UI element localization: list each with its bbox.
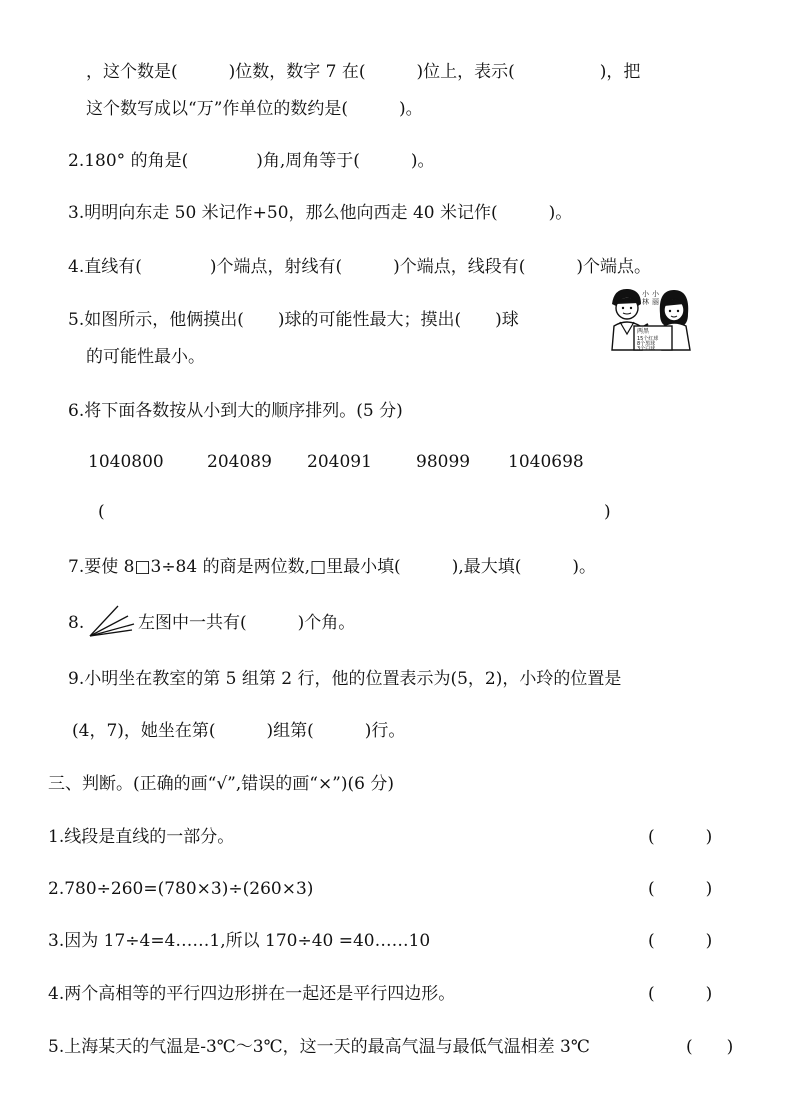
q6-number: 1040800 [88, 452, 164, 472]
name-label-boy-2: 林 [642, 298, 649, 306]
q6-number: 204091 [307, 452, 372, 472]
q6-number: 98099 [416, 452, 471, 472]
q7: 7.要使 8□3÷84 的商是两位数,□里最小填( ),最大填( )。 [68, 557, 596, 577]
q8-number: 8. [68, 613, 85, 633]
q6-answer-close-paren: ) [604, 502, 611, 522]
section3-title: 三、判断。(正确的画“√”,错误的画“×”)(6 分) [48, 774, 394, 794]
name-label-boy-1: 小 [642, 290, 649, 298]
q6-answer-open-paren: ( [98, 502, 105, 522]
q4: 4.直线有( )个端点，射线有( )个端点，线段有( )个端点。 [68, 257, 652, 277]
box-label-3: 3个白球 [637, 346, 656, 352]
box-label-1: 15个红球 [637, 336, 659, 342]
judgement-statement: 1.线段是直线的一部分。 [48, 827, 235, 847]
q1-line1: ，这个数是( )位数，数字 7 在( )位上，表示( )，把 [86, 62, 641, 82]
judgement-answer-paren: ( ) [648, 879, 713, 899]
q5-line2: 的可能性最小。 [86, 347, 205, 367]
q6-number: 204089 [207, 452, 272, 472]
angle-figure [88, 603, 138, 639]
judgement-statement: 2.780÷260=(780×3)÷(260×3) [48, 879, 314, 899]
judgement-answer-paren: ( ) [686, 1037, 734, 1057]
judgement-answer-paren: ( ) [648, 827, 713, 847]
name-label-girl-2: 丽 [652, 298, 659, 306]
q6-number: 1040698 [508, 452, 584, 472]
q9-line2: (4，7)，她坐在第( )组第( )行。 [72, 721, 406, 741]
name-label-girl-1: 小 [652, 290, 659, 298]
judgement-statement: 4.两个高相等的平行四边形拼在一起还是平行四边形。 [48, 984, 456, 1004]
children-with-ball-box-illustration [608, 284, 694, 352]
judgement-answer-paren: ( ) [648, 931, 713, 951]
q3: 3.明明向东走 50 米记作+50，那么他向西走 40 米记作( )。 [68, 203, 573, 223]
q5-line1: 5.如图所示，他俩摸出( )球的可能性最大；摸出( )球 [68, 310, 519, 330]
q1-line2: 这个数写成以“万”作单位的数约是( )。 [86, 99, 423, 119]
q8-text: 左图中一共有( )个角。 [138, 613, 356, 633]
q2: 2.180° 的角是( )角,周角等于( )。 [68, 151, 435, 171]
judgement-statement: 3.因为 17÷4=4……1,所以 170÷40 =40……10 [48, 931, 431, 951]
box-label-0: 两黑 [637, 328, 650, 335]
judgement-answer-paren: ( ) [648, 984, 713, 1004]
q6-title: 6.将下面各数按从小到大的顺序排列。(5 分) [68, 401, 403, 421]
q9-line1: 9.小明坐在教室的第 5 组第 2 行，他的位置表示为(5，2)，小玲的位置是 [68, 669, 622, 689]
box-label-2: 8个黑球 [637, 341, 656, 347]
judgement-statement: 5.上海某天的气温是-3℃～3℃，这一天的最高气温与最低气温相差 3℃ [48, 1037, 590, 1057]
